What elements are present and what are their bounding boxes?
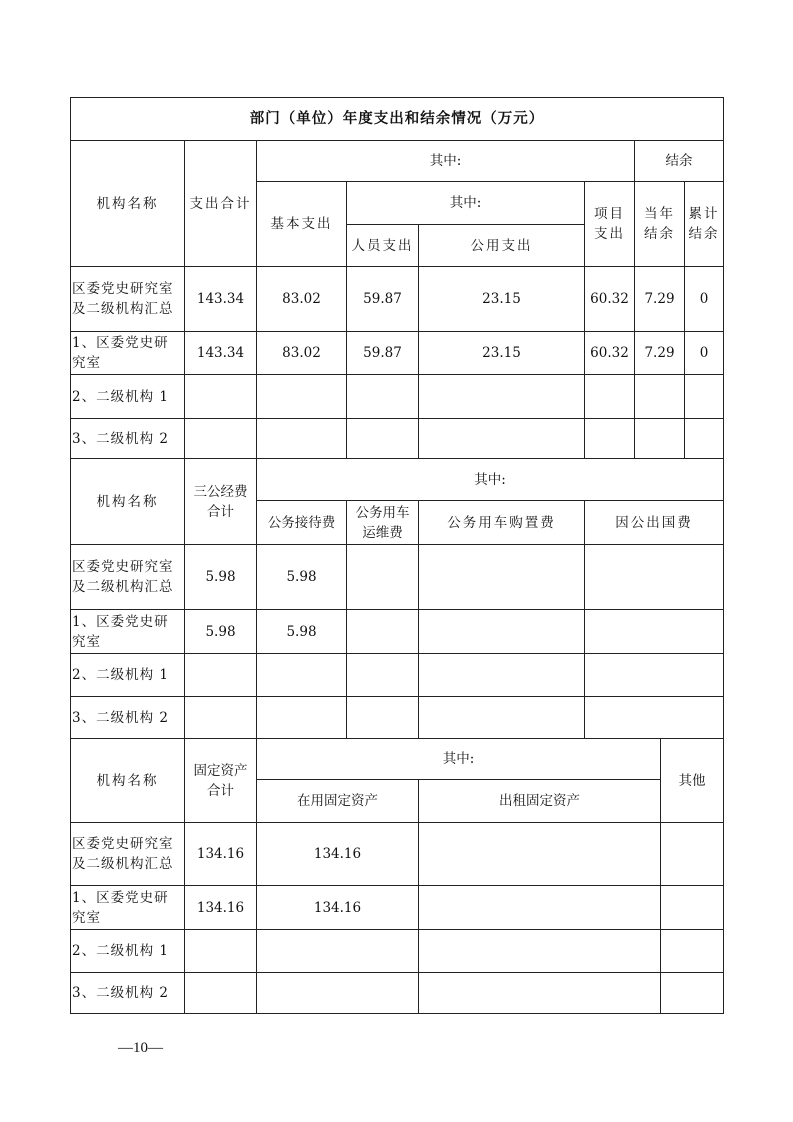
- basic-expenditure: 83.02: [257, 332, 347, 375]
- public-expenditure: 23.15: [419, 332, 585, 375]
- header-in-use-assets: 在用固定资产: [257, 780, 419, 823]
- header-org-name: 机构名称: [71, 459, 185, 545]
- personnel-expenditure: 59.87: [347, 267, 419, 332]
- header-cumulative-balance: 累计结余: [685, 182, 724, 267]
- table-row: [71, 375, 724, 419]
- table-row: [71, 419, 724, 459]
- header-three-public-total: 三公经费合计: [185, 459, 257, 545]
- table-title: 部门（单位）年度支出和结余情况（万元）: [71, 98, 724, 141]
- table-row: [71, 930, 724, 973]
- fixed-assets-total: 134.16: [185, 886, 257, 930]
- header-fixed-assets-total: 固定资产合计: [185, 739, 257, 823]
- header-basic-expenditure: 基本支出: [257, 182, 347, 267]
- org-name: 1、区委党史研究室: [71, 332, 185, 375]
- header-balance: 结余: [635, 141, 724, 182]
- table-row: [71, 610, 724, 654]
- org-name: 3、二级机构 2: [71, 973, 185, 1014]
- cumulative-balance: 0: [685, 332, 724, 375]
- table-row: [71, 697, 724, 739]
- header-personnel-expenditure: 人员支出: [347, 225, 419, 267]
- table-row: [71, 654, 724, 697]
- table-row: [71, 973, 724, 1014]
- basic-expenditure: 83.02: [257, 267, 347, 332]
- page-number: —10—: [118, 1040, 163, 1056]
- project-expenditure: 60.32: [585, 267, 635, 332]
- header-expenditure-total: 支出合计: [185, 141, 257, 267]
- org-name: 2、二级机构 1: [71, 930, 185, 973]
- expenditure-balance-table: [70, 97, 724, 1014]
- table-row: [71, 823, 724, 886]
- table-row: [71, 332, 724, 375]
- header-org-name: 机构名称: [71, 739, 185, 823]
- expenditure-total: 143.34: [185, 267, 257, 332]
- header-vehicle-ops: 公务用车运维费: [347, 501, 419, 545]
- expenditure-total: 143.34: [185, 332, 257, 375]
- org-name: 区委党史研究室及二级机构汇总: [71, 267, 185, 332]
- header-public-expenditure: 公用支出: [419, 225, 585, 267]
- org-name: 1、区委党史研究室: [71, 610, 185, 654]
- org-name: 区委党史研究室及二级机构汇总: [71, 823, 185, 886]
- table-row: [71, 267, 724, 332]
- public-expenditure: 23.15: [419, 267, 585, 332]
- three-public-total: 5.98: [185, 545, 257, 610]
- header-project-expenditure: 项目支出: [585, 182, 635, 267]
- org-name: 3、二级机构 2: [71, 697, 185, 739]
- header-of-which-basic: 其中:: [347, 182, 585, 225]
- table-row: [71, 545, 724, 610]
- org-name: 1、区委党史研究室: [71, 886, 185, 930]
- reception-cost: 5.98: [257, 545, 347, 610]
- three-public-total: 5.98: [185, 610, 257, 654]
- table-row: [71, 886, 724, 930]
- header-of-which: 其中:: [257, 459, 724, 501]
- org-name: 2、二级机构 1: [71, 654, 185, 697]
- header-rented-assets: 出租固定资产: [419, 780, 661, 823]
- in-use-assets: 134.16: [257, 823, 419, 886]
- header-reception: 公务接待费: [257, 501, 347, 545]
- header-of-which: 其中:: [257, 739, 661, 780]
- cumulative-balance: 0: [685, 267, 724, 332]
- header-of-which: 其中:: [257, 141, 635, 182]
- header-org-name: 机构名称: [71, 141, 185, 267]
- current-balance: 7.29: [635, 267, 685, 332]
- header-overseas: 因公出国费: [585, 501, 724, 545]
- header-current-balance: 当年结余: [635, 182, 685, 267]
- reception-cost: 5.98: [257, 610, 347, 654]
- org-name: 2、二级机构 1: [71, 375, 185, 419]
- header-other: 其他: [661, 739, 724, 823]
- org-name: 区委党史研究室及二级机构汇总: [71, 545, 185, 610]
- header-vehicle-purchase: 公务用车购置费: [419, 501, 585, 545]
- project-expenditure: 60.32: [585, 332, 635, 375]
- in-use-assets: 134.16: [257, 886, 419, 930]
- personnel-expenditure: 59.87: [347, 332, 419, 375]
- current-balance: 7.29: [635, 332, 685, 375]
- fixed-assets-total: 134.16: [185, 823, 257, 886]
- org-name: 3、二级机构 2: [71, 419, 185, 459]
